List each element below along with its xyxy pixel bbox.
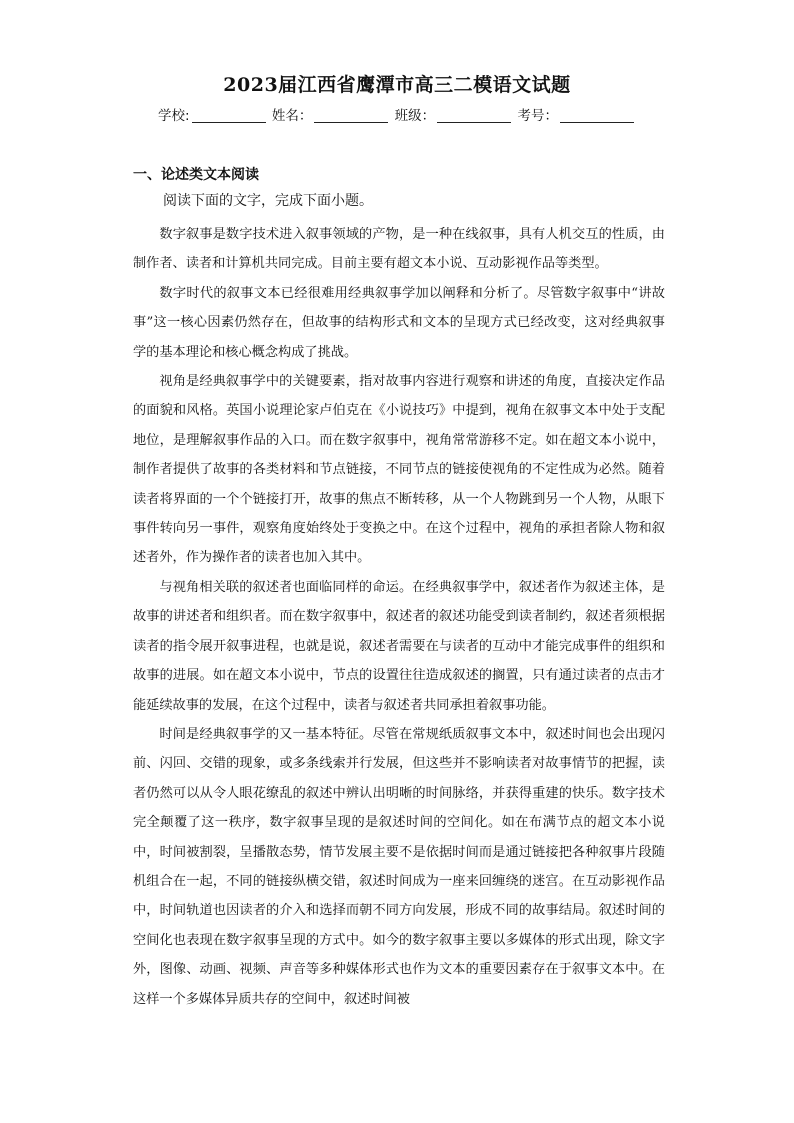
- class-label: 班级：: [394, 108, 436, 124]
- exam-number-blank[interactable]: [560, 108, 634, 123]
- school-blank[interactable]: [192, 108, 266, 123]
- student-info-line: [0, 104, 794, 124]
- paragraph: 数字叙事是数字技术进入叙事领域的产物，是一种在线叙事，具有人机交互的性质，由制作者、读者和计算机共同完成。目前主要有超文本小说、互动影视作品等类型。: [133, 227, 665, 272]
- name-blank[interactable]: [314, 108, 388, 123]
- paragraph: 视角是经典叙事学中的关键要素，指对故事内容进行观察和讲述的角度，直接决定作品的面貌和风格。英国小说理论家卢伯克在《小说技巧》中提到，视角在叙事文本中处于支配地位，是理解叙事作品的入口。而在数字叙事中，视角常常游移不定。如在超文本小说中，制作者提供了故事的各类材料和节点链接，不同节点的链接使视角的不定性成为必然。随着读者将界面的一个个链接打开，故事的焦点不断转移，从一个人物跳到另一个人物，从眼下事件转向另一事件，观察角度始终处于变换之中。在这个过程中，视角的承担者除人物和叙述者外，作为操作者的读者也加入其中。: [133, 374, 665, 566]
- section-heading: 一、论述类文本阅读: [133, 167, 259, 183]
- exam-number-label: 考号：: [517, 108, 558, 124]
- exam-title: 2023届江西省鹰潭市高三二模语文试题: [223, 74, 571, 96]
- paragraph: 时间是经典叙事学的又一基本特征。尽管在常规纸质叙事文本中，叙述时间也会出现闪前、闪回、交错的现象，或多条线索并行发展，但这些并不影响读者对故事情节的把握，读者仍然可以从令人眼花缭乱的叙述中辨认出明晰的时间脉络，并获得重建的快乐。数字技术完全颠覆了这一秩序，数字叙事呈现的是叙述时间的空间化。如在布满节点的超文本小说中，时间被割裂，呈播散态势，情节发展主要不是依据时间而是通过链接把各种叙事片段随机组合在一起，不同的链接纵横交错，叙述时间成为一座来回缠绕的迷宫。在互动影视作品中，时间轨道也因读者的介入和选择而朝不同方向发展，形成不同的故事结局。叙述时间的空间化也表现在数字叙事呈现的方式中。如今的数字叙事主要以多媒体的形式出现，除文字外，图像、动画、视频、声音等多种媒体形式也作为文本的重要因素存在于叙事文本中。在这样一个多媒体异质共存的空间中，叙述时间被: [133, 726, 665, 1007]
- paragraph: 与视角相关联的叙述者也面临同样的命运。在经典叙事学中，叙述者作为叙述主体，是故事的讲述者和组织者。而在数字叙事中，叙述者的叙述功能受到读者制约，叙述者须根据读者的指令展开叙事进程，也就是说，叙述者需要在与读者的互动中才能完成事件的组织和故事的进展。如在超文本小说中，节点的设置往往造成叙述的搁置，只有通过读者的点击才能延续故事的发展，在这个过程中，读者与叙述者共同承担着叙事功能。: [133, 579, 665, 713]
- section-instruction: 阅读下面的文字，完成下面小题。: [163, 193, 373, 209]
- school-label: 学校:: [158, 108, 190, 124]
- paragraph: 数字时代的叙事文本已经很难用经典叙事学加以阐释和分析了。尽管数字叙事中“讲故事”这一核心因素仍然存在，但故事的结构形式和文本的呈现方式已经改变，这对经典叙事学的基本理论和核心概念构成了挑战。: [133, 285, 665, 360]
- passage-body: [133, 220, 665, 1014]
- name-label: 姓名：: [271, 108, 313, 124]
- class-blank[interactable]: [437, 108, 511, 123]
